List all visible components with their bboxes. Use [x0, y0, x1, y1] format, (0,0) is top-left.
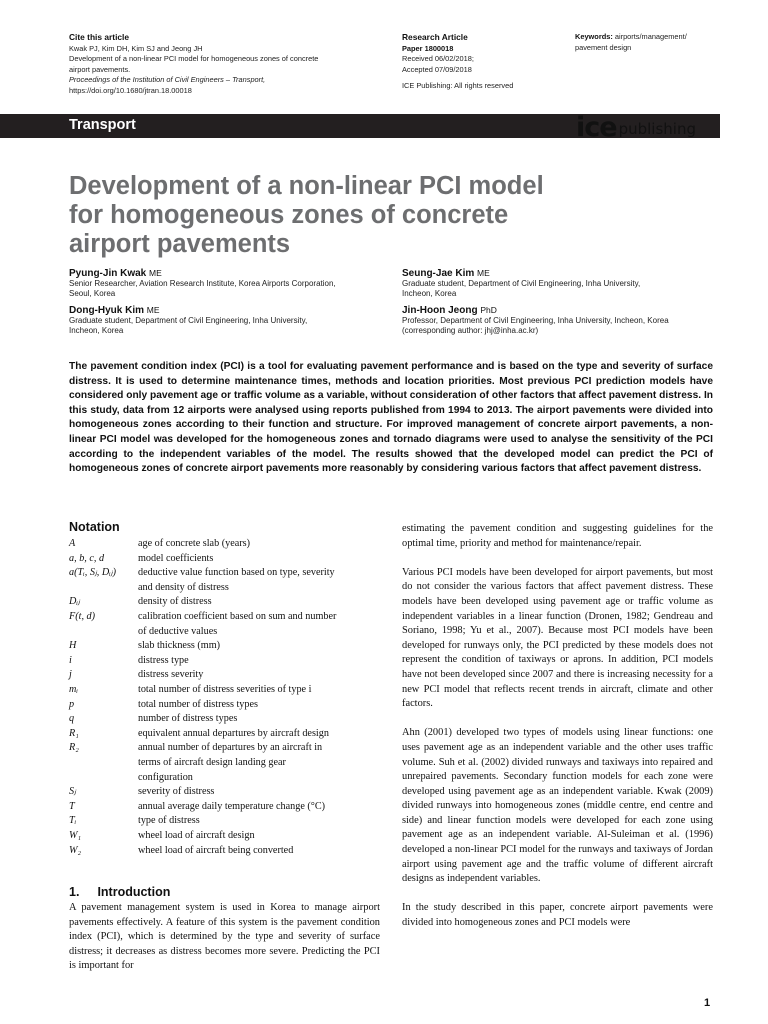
notation-row: [69, 552, 381, 567]
notation-row: [69, 566, 381, 581]
author-name: Seung-Jae Kim ME: [402, 268, 490, 279]
notation-symbol: q: [69, 713, 75, 725]
keywords-line[interactable]: airports/management/: [614, 32, 687, 41]
notation-row: [69, 537, 381, 552]
cite-line: Kwak PJ, Kim DH, Kim SJ and Jeong JH: [69, 43, 203, 53]
notation-symbol: a(Tᵢ, Sⱼ, Dᵢⱼ): [69, 567, 116, 579]
notation-row: [69, 668, 381, 683]
page-number: 1: [704, 997, 711, 1009]
ice-publishing-logo: [576, 112, 696, 143]
notation-row: [69, 771, 381, 786]
notation-definition: distress type: [138, 654, 189, 666]
notation-list: [69, 537, 381, 862]
author-affiliation: Graduate student, Department of Civil Engineering, Inha University, Incheon, Korea: [69, 316, 308, 336]
keywords-block: [575, 32, 715, 53]
rights-text: ICE Publishing: All rights reserved: [402, 81, 514, 91]
notation-symbol: R₂: [69, 742, 79, 754]
notation-symbol: W₁: [69, 830, 82, 841]
notation-row: [69, 581, 381, 596]
title-line: for homogeneous zones of concrete: [69, 201, 509, 229]
notation-row: [69, 727, 381, 742]
notation-row: [69, 683, 381, 698]
author-affiliation: Graduate student, Department of Civil Engineering, Inha University, Incheon, Korea: [402, 279, 641, 299]
cite-line: Development of a non-linear PCI model for homogeneous zones of concrete: [69, 54, 319, 64]
author-name: Pyung-Jin Kwak ME: [69, 268, 162, 279]
notation-definition: total number of distress severities of type i: [138, 684, 312, 695]
notation-definition: annual number of departures by an aircraft in: [138, 742, 323, 754]
notation-symbol: j: [69, 669, 72, 681]
article-meta: [402, 32, 562, 92]
notation-definition: wheel load of aircraft design: [138, 830, 255, 841]
paragraph: Various PCI models have been developed for airport pavements, but most do not consider the various factors that affect pavement distress. These models have been developed using pavement age or traffic volume as independent variables in a linear function (Dronen, 1982; Gendreau and Soriano, 1998; Yu et al., 2007). Because most PCI models have been developed for runways only, the PCI predicted by these models does not represent the condition of taxiways or aprons. In addition, PCI models have not been developed since 2007 and there is increasing necessity for a new PCI model that reflects recent trends in aircraft, climate and other factors.: [402, 566, 713, 710]
notation-heading: Notation: [69, 520, 120, 534]
notation-definition: slab thickness (mm): [138, 640, 221, 652]
notation-definition: age of concrete slab (years): [138, 538, 250, 549]
notation-row: [69, 654, 381, 669]
article-type: Research Article: [402, 32, 468, 42]
keywords-label: Keywords:: [575, 32, 613, 41]
notation-row: [69, 712, 381, 727]
paragraph: estimating the pavement condition and suggesting guidelines for the optimal time, priority and method for maintenance/repair.: [402, 523, 713, 549]
section-band-label: Transport: [69, 117, 136, 133]
section-title: Introduction: [97, 885, 171, 899]
right-column: [402, 522, 713, 945]
notation-symbol: p: [69, 698, 75, 710]
notation-row: [69, 814, 381, 829]
notation-row: [69, 639, 381, 654]
notation-definition: density of distress: [138, 596, 212, 608]
notation-row: [69, 610, 381, 625]
notation-row: [69, 800, 381, 815]
paragraph: Ahn (2001) developed two types of models using linear functions: one uses pavement age as an independent variable and the other uses traffic volume. Suh et al. (2002) divided runways and taxiways into repaired and unrepaired pavements. Secondary function models for each zone were developed using pavement age as an independent variable. Kwak (2009) divided runways into homogeneous zones (middle centre, end centre and side) and linear function models were developed for each zone using pavement age as an independent variable. Al-Suleiman et al. (1996) developed a non-linear PCI model for the runways and taxiways of Jordan airport using pavement age and the traffic volume of different aircraft designs as independent variables.: [402, 727, 713, 885]
author-block: [402, 305, 732, 337]
notation-row: [69, 785, 381, 800]
notation-definition: configuration: [138, 771, 193, 783]
paragraph: In the study described in this paper, concrete airport pavements were divided into homogeneous zones and PCI models were: [402, 902, 713, 929]
notation-definition: annual average daily temperature change (°C): [138, 800, 326, 812]
notation-definition: distress severity: [138, 669, 204, 681]
author-affiliation: Professor, Department of Civil Engineering, Inha University, Incheon, Korea (corresponding author: jhj@inha.ac.kr): [402, 316, 669, 336]
notation-row: [69, 698, 381, 713]
notation-row: [69, 741, 381, 756]
notation-definition: calibration coefficient based on sum and number: [138, 611, 337, 622]
author-block: [69, 305, 389, 337]
cite-title: Cite this article: [69, 32, 130, 42]
notation-definition: wheel load of aircraft being converted: [138, 844, 294, 856]
accepted-date: Accepted 07/09/2018: [402, 64, 472, 74]
notation-symbol: W₂: [69, 844, 82, 856]
article-title: [69, 172, 689, 259]
notation-symbol: Sⱼ: [69, 786, 76, 798]
author-affiliation: Senior Researcher, Aviation Research Institute, Korea Airports Corporation, Seoul, Korea: [69, 279, 336, 299]
cite-line: airport pavements.: [69, 64, 131, 74]
notation-symbol: Tᵢ: [69, 815, 77, 827]
title-line: airport pavements: [69, 230, 291, 258]
cite-doi[interactable]: https://doi.org/10.1680/jtran.18.00018: [69, 85, 192, 95]
notation-definition: of deductive values: [138, 625, 218, 637]
notation-row: [69, 625, 381, 640]
notation-definition: number of distress types: [138, 713, 238, 725]
notation-row: [69, 844, 381, 859]
cite-block: [69, 32, 369, 97]
paper-number: Paper 1800018: [402, 43, 454, 53]
notation-symbol: T: [69, 800, 75, 812]
logo-publishing: publishing: [618, 120, 696, 138]
received-date: Received 06/02/2018;: [402, 54, 474, 64]
notation-symbol: a, b, c, d: [69, 552, 105, 564]
notation-symbol: A: [69, 538, 76, 549]
keywords-line[interactable]: pavement design: [575, 42, 632, 52]
author-name: Jin-Hoon Jeong PhD: [402, 305, 497, 316]
notation-symbol: R₁: [69, 727, 79, 739]
notation-definition: deductive value function based on type, severity: [138, 567, 335, 579]
notation-row: [69, 595, 381, 610]
abstract: The pavement condition index (PCI) is a tool for evaluating pavement performance and is based on the type and severity of surface distress. It is used to determine maintenance times, methods and location priorities. Most previous PCI prediction models have considered only pavement age or traffic volume as a variable, without consideration of other factors that affect pavement distress. In this study, data from 12 airports were analysed using reports published from 1994 to 2013. The airport pavements were divided into homogeneous zones according to their function and structure. For improved management of concrete airport pavements, a non-linear PCI model was developed for the homogeneous zones and tornado diagrams were used to analyse the sensitivity of the PCI according to the independent variables of the model. The results showed that the developed model can predict the PCI of homogeneous zones of concrete airport pavements more reasonably by considering various factors that affect pavement distress.: [69, 361, 713, 475]
notation-definition: terms of aircraft design landing gear: [138, 757, 286, 768]
notation-symbol: F(t, d): [69, 611, 96, 622]
title-line: Development of a non-linear PCI model: [69, 172, 544, 200]
intro-text: A pavement management system is used in Korea to manage airport pavements effectively. A feature of this system is the pavement condition index (PCI), which is determined by the type and severity of surface distress; it decreases as distress becomes more severe. Predicting the PCI is important for: [69, 902, 380, 972]
author-block: [69, 268, 389, 300]
notation-symbol: Dᵢⱼ: [69, 596, 80, 608]
notation-row: [69, 756, 381, 771]
section-number: 1.: [69, 885, 80, 899]
notation-definition: total number of distress types: [138, 698, 258, 710]
notation-definition: severity of distress: [138, 786, 215, 798]
notation-symbol: H: [69, 640, 77, 652]
notation-definition: model coefficients: [138, 552, 214, 564]
logo-ice: ice: [576, 112, 617, 143]
author-block: [402, 268, 722, 300]
notation-symbol: i: [69, 654, 72, 666]
intro-heading: [69, 885, 170, 899]
notation-definition: and density of distress: [138, 581, 229, 593]
notation-definition: equivalent annual departures by aircraft design: [138, 727, 329, 739]
notation-symbol: mᵢ: [69, 684, 78, 695]
notation-definition: type of distress: [138, 815, 200, 827]
cite-journal: Proceedings of the Institution of Civil Engineers – Transport,: [69, 75, 266, 85]
author-name: Dong-Hyuk Kim ME: [69, 305, 160, 316]
notation-row: [69, 829, 381, 844]
